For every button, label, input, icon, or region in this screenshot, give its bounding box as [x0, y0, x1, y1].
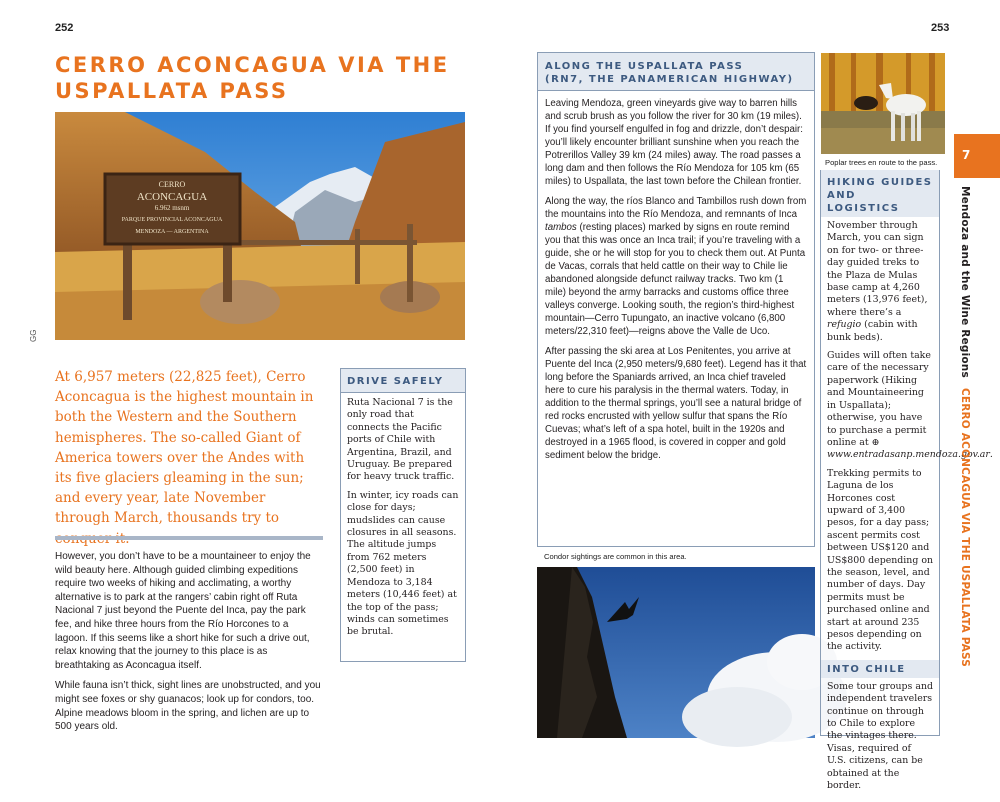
chapter-tab: 7: [954, 134, 1000, 178]
drive-safely-box: [340, 368, 466, 662]
sign-line4: PARQUE PROVINCIAL ACONCAGUA: [121, 217, 223, 223]
permit-url-link[interactable]: www.entradasanp.mendoza.gov.ar: [827, 449, 990, 461]
left-body-paragraph: However, you don’t have to be a mountaineer to enjoy the wild beauty here. Although guided climbing expeditions require two weeks of hiking and acclimating, a worthy alternative is to park at the rangers’ cabin right off Ruta Nacional 7 just beyond the Puente del Inca, pay the park fee, and hike three hours from the Río Horcones to a lagoon. If this seems like a short hike for such a drive out, relax knowing that the journey to this place is as breathtaking as Aconcagua itself.: [55, 551, 311, 671]
hiking-paragraph: Guides will often take care of the necessary paperwork (Hiking and Mountaineering in Uspallata); otherwise, you have to purchase a permit online at ⊕ www.entradasanp.mendoza.gov.ar.: [827, 350, 993, 461]
condor-caption: Condor sightings are common in this area.: [544, 552, 687, 561]
into-chile-paragraph: Some tour groups and independent travelers continue on through to Chile to explore the vintages there. Visas, required of U.S. citizens, can be obtained at the border.: [827, 680, 933, 792]
web-icon: ⊕: [871, 436, 880, 448]
lead-paragraph: At 6,957 meters (22,825 feet), Cerro Aconcagua is the highest mountain in both the Western and the Southern hemispheres. The so-called Giant of America towers over the Andes with its five glaciers gleaming in the sun; and every year, late November through March, thousands try to: [55, 369, 314, 527]
uspallata-heading-line1: ALONG THE USPALLATA PASS: [545, 61, 744, 72]
lead-divider: [55, 536, 323, 540]
sign-line2: ACONCAGUA: [136, 191, 208, 203]
uspallata-paragraph: Along the way, the ríos Blanco and Tambillos rush down from the mountains into the Río Mendoza, and remnants of Inca tambos (resting places) marked by signs en route remind you that this was once an Inca trail; if you’re traveling with a guide, she or he will stop for you to check them out. At Punta de Vacas, corrals that held cattle on their way to Chile lie abandoned alongside defunct railway tracks. Two km (1 mile) beyond the army barracks and customs office three valleys converge. Looking south, the region’s third-highest mountain—Cerro Tupungato, an inactive volcano (6,800 meters/22,310 feet)—reigns above the Valle de Uco.: [545, 196, 807, 337]
poplar-horse-photo: [821, 53, 945, 154]
left-body-paragraph: While fauna isn’t thick, sight lines are unobstructed, and you might see foxes or shy guanacos; look up for condors, too. Alpine meadows bloom in the spring, and lichen are up to 500 years old.: [55, 680, 321, 733]
sign-line1: CERRO: [158, 180, 186, 189]
uspallata-pass-box: [537, 52, 815, 547]
sign-line3: 6.962 msnm: [154, 204, 190, 212]
chapter-section: CERRO ACONCAGUA VIA THE USPALLATA PASS: [959, 387, 971, 668]
aconcagua-sign-photo: [55, 112, 465, 340]
chapter-running-head: [959, 186, 971, 667]
page-title: CERRO ACONCAGUA VIA THE USPALLATA PASS: [55, 53, 450, 103]
hiking-heading-line2: AND LOGISTICS: [827, 190, 900, 214]
hiking-heading-line1: HIKING GUIDES: [827, 177, 933, 188]
condor-photo: [537, 567, 815, 738]
poplar-caption: Poplar trees en route to the pass.: [825, 158, 938, 167]
drive-safely-paragraph: Ruta Nacional 7 is the only road that connects the Pacific ports of Chile with Argentina, Brazil, and Uruguay. Be prepared for heavy truck traffic.: [347, 397, 455, 483]
uspallata-heading-line2: (RN7, THE PANAMERICAN HIGHWAY): [545, 74, 794, 85]
photo-credit: GG: [29, 329, 38, 342]
uspallata-paragraph: Leaving Mendoza, green vineyards give way to barren hills and scrub brush as you follow the river for 30 km (19 miles). If you find yourself engulfed in fog and drizzle, don’t despair: you’ll likely encounter brilliant sunshine when you reach the Potrerillos Valley 39 km (24 miles) away. The road passes a long dam and then follows the Río Mendoza for 105 km (65 miles) to Uspallata, the last town before the Chilean frontier.: [545, 98, 803, 187]
hiking-paragraph: November through March, you can sign on for two- or three-day guided treks to the Plaza de Mulas base camp at 4,260 meters (13,976 feet), where there’s a refugio (cabin with bunk beds).: [827, 220, 928, 343]
sign-line5: MENDOZA — ARGENTINA: [135, 229, 209, 235]
page-number-right: 253: [931, 22, 950, 34]
drive-safely-paragraph: In winter, icy roads can close for days; mudslides can cause closures in all seasons. The altitude jumps from 762 meters (2,500 feet) in Mendoza to 3,184 meters (10,446 feet) at the top of the pass; winds can sometimes be brutal.: [347, 489, 459, 638]
page-number-left: 252: [55, 22, 74, 34]
uspallata-paragraph: After passing the ski area at Los Penitentes, you arrive at Puente del Inca (2,950 meters/9,680 feet). Legend has it that long before the Spaniards arrived, an Inca chief traveled here to cure his paralysis in the thermal waters. Today, in addition to the thermal springs, you’ll see a natural bridge of red rocks encrusted with yellow sulfur that spans the Río Cuevas; what’s left of a spa hotel, built in the 1920s and destroyed in a 1965 flood, is covered in copper and gold sediment below the bridge.: [545, 346, 807, 461]
chapter-title: Mendoza and the Wine Regions: [959, 186, 971, 378]
drive-safely-heading: DRIVE SAFELY: [347, 376, 444, 387]
into-chile-heading: INTO CHILE: [827, 663, 906, 675]
left-body: [55, 550, 323, 741]
hiking-paragraph: Trekking permits to Laguna de los Horcones cost upward of 3,400 pesos, for a day pass; ascent permits cost between US$120 and US$800 depending on the season, level, and number of days. Day permits must be purchased online and start at around 235 pesos depending on the activity.: [827, 467, 933, 653]
